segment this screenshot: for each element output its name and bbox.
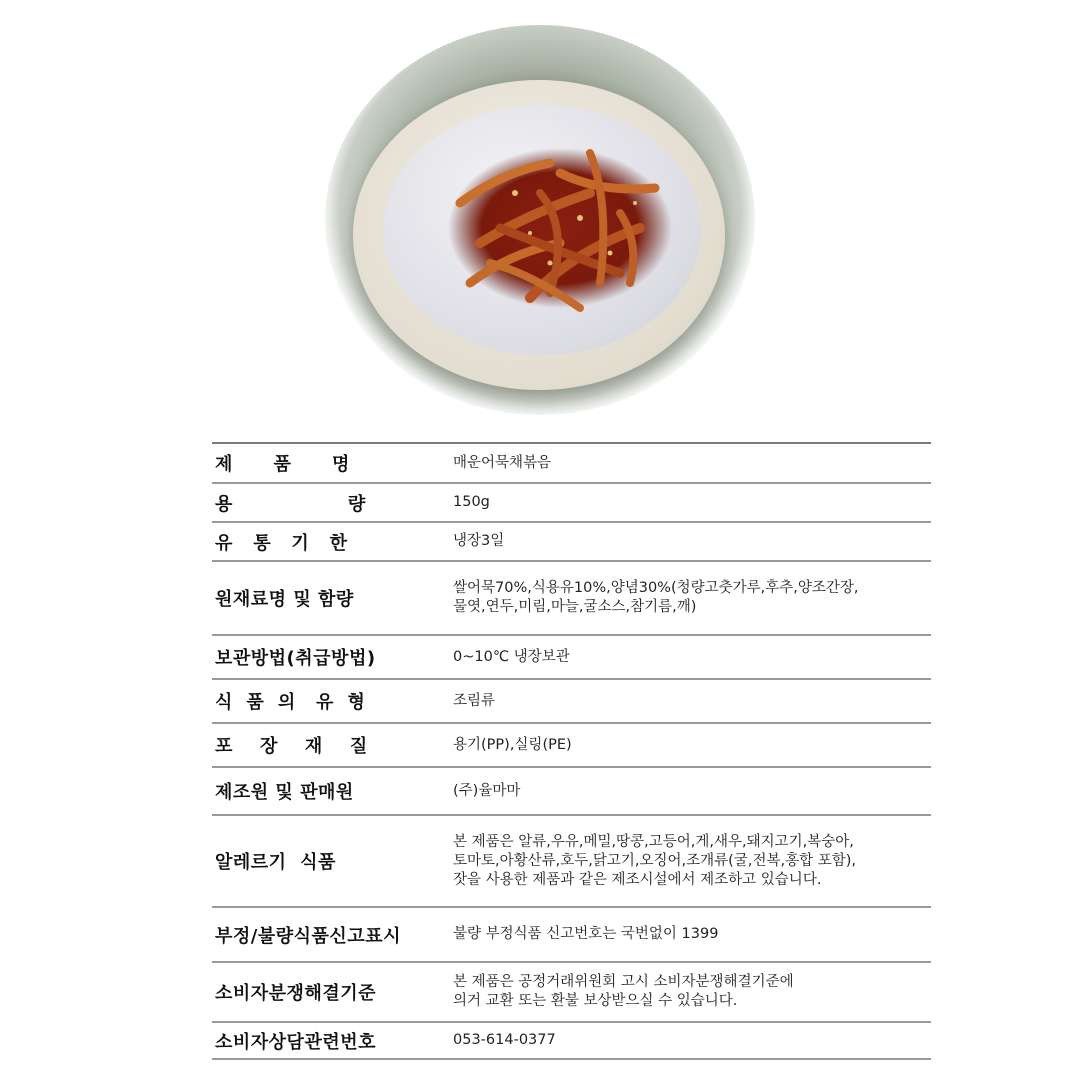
row-label: 부정/불량식품신고표시 (215, 925, 401, 947)
row-label: 유 통 기 한 (215, 532, 348, 554)
row-value: 본 제품은 공정거래위원회 고시 소비자분쟁해결기준에 의거 교환 또는 환불 보상받으실 수 있습니다. (453, 974, 794, 1009)
table-row-report-notice (212, 908, 931, 963)
row-value: 본 제품은 알류,우유,메밀,땅콩,고등어,게,새우,돼지고기,복숭아, 토마토,아황산류,호두,닭고기,오징어,조개류(굴,전복,홍합 포함), 잣을 사용한 제품과 같은 제조시설에서 제조하고 있습니다. (453, 833, 856, 888)
product-photo (325, 25, 755, 415)
row-label: 제조원 및 판매원 (215, 782, 354, 803)
row-value: 불량 부정식품 신고번호는 국번없이 1399 (453, 926, 719, 942)
table-row-weight (212, 484, 931, 523)
table-row-food-type (212, 680, 931, 724)
table-row-ingredients (212, 562, 931, 636)
row-label: 용 량 (215, 493, 366, 515)
row-label: 소비자상담관련번호 (215, 1031, 376, 1053)
table-row-product-name (212, 444, 931, 484)
spicy-fishcake-dish-image (440, 133, 680, 323)
product-info-table (212, 442, 931, 1060)
table-row-expiration (212, 523, 931, 562)
row-label: 원재료명 및 함량 (215, 589, 354, 610)
table-row-manufacturer (212, 768, 931, 816)
table-row-dispute-standard (212, 963, 931, 1023)
row-value: (주)율마마 (453, 782, 521, 799)
row-value: 쌀어묵70%,식용유10%,양념30%(청량고춧가루,후추,양조간장, 물엿,연두,미림,마늘,굴소스,참기름,깨) (453, 580, 859, 615)
row-label: 보관방법(취급방법) (215, 648, 376, 669)
row-value: 조림류 (453, 692, 496, 709)
row-label: 알레르기 식품 (215, 852, 336, 873)
table-row-storage (212, 636, 931, 680)
row-label: 소비자분쟁해결기준 (215, 983, 376, 1004)
row-value: 053-614-0377 (453, 1032, 556, 1048)
table-row-consumer-contact (212, 1023, 931, 1060)
row-value: 매운어묵채볶음 (453, 454, 552, 471)
row-label: 포 장 재 질 (215, 736, 368, 757)
row-value: 0~10℃ 냉장보관 (453, 648, 570, 665)
row-value: 냉장3일 (453, 533, 505, 549)
table-row-allergens (212, 816, 931, 908)
table-row-packaging (212, 724, 931, 768)
row-value: 용기(PP),실링(PE) (453, 736, 572, 753)
row-label: 식 품 의 유 형 (215, 692, 366, 713)
row-value: 150g (453, 494, 490, 510)
row-label: 제 품 명 (215, 454, 350, 475)
